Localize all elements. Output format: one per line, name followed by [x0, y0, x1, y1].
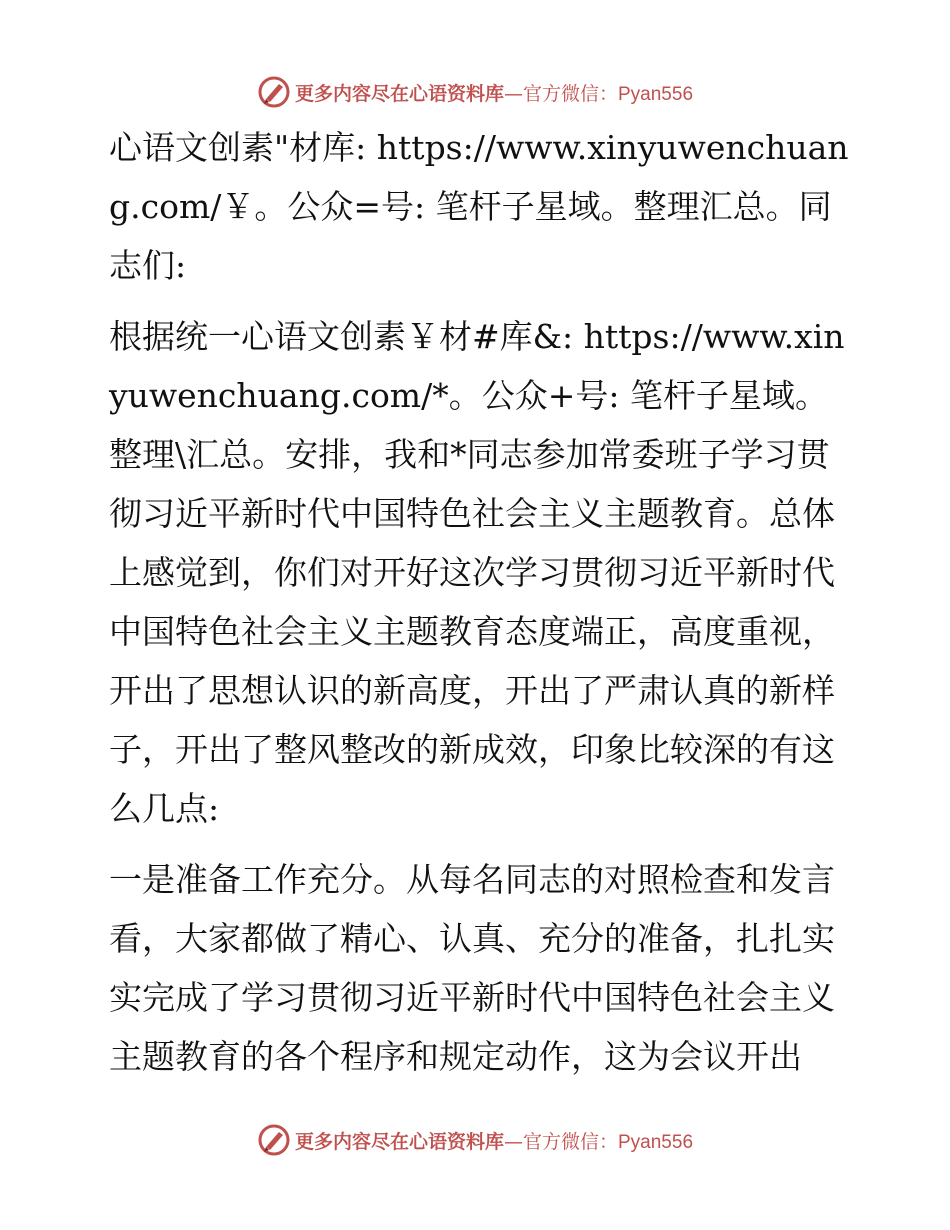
paragraph-1: 心语文创素"材库: https://www.xinyuwenchuang.com/￥。公众=号: 笔杆子星域。整理汇总。同志们: [109, 128, 849, 285]
footer-watermark [0, 1120, 950, 1160]
watermark-account: Pyan556 [618, 83, 694, 105]
watermark-dash: — [503, 1130, 523, 1153]
watermark-dash: — [503, 82, 523, 105]
document-body [97, 118, 857, 1086]
watermark-main: 更多内容尽在心语资料库 [294, 82, 504, 105]
paragraph-2: 根据统一心语文创素￥材#库&: https://www.xinyuwenchuang.com/*。公众+号: 笔杆子星域。整理\汇总。安排，我和*同志参加常委班子学习贯彻习近平新时代中国特色社会主义主题教育。总体上感觉到，你们对开好这次学习贯彻习近平新时代中国特色社会主义主题教育态度端正，高度重视，开出了思想认识的新高度，开出了严肃认真的新样子，开出了整风整改的新成效，印象比较深的有这么几点: [109, 317, 845, 828]
watermark-main: 更多内容尽在心语资料库 [294, 1130, 504, 1153]
watermark-official: 官方微信： [522, 1130, 618, 1153]
pen-logo-icon [257, 75, 291, 109]
pen-logo-icon [257, 1123, 291, 1157]
watermark-text [295, 1127, 693, 1154]
watermark-text [295, 79, 693, 106]
watermark-account: Pyan556 [618, 1131, 694, 1153]
paragraph-3: 一是准备工作充分。从每名同志的对照检查和发言看，大家都做了精心、认真、充分的准备，扎扎实实完成了学习贯彻习近平新时代中国特色社会主义主题教育的各个程序和规定动作，这为会议开出 [109, 860, 835, 1076]
watermark-official: 官方微信： [522, 82, 618, 105]
header-watermark [0, 72, 950, 112]
